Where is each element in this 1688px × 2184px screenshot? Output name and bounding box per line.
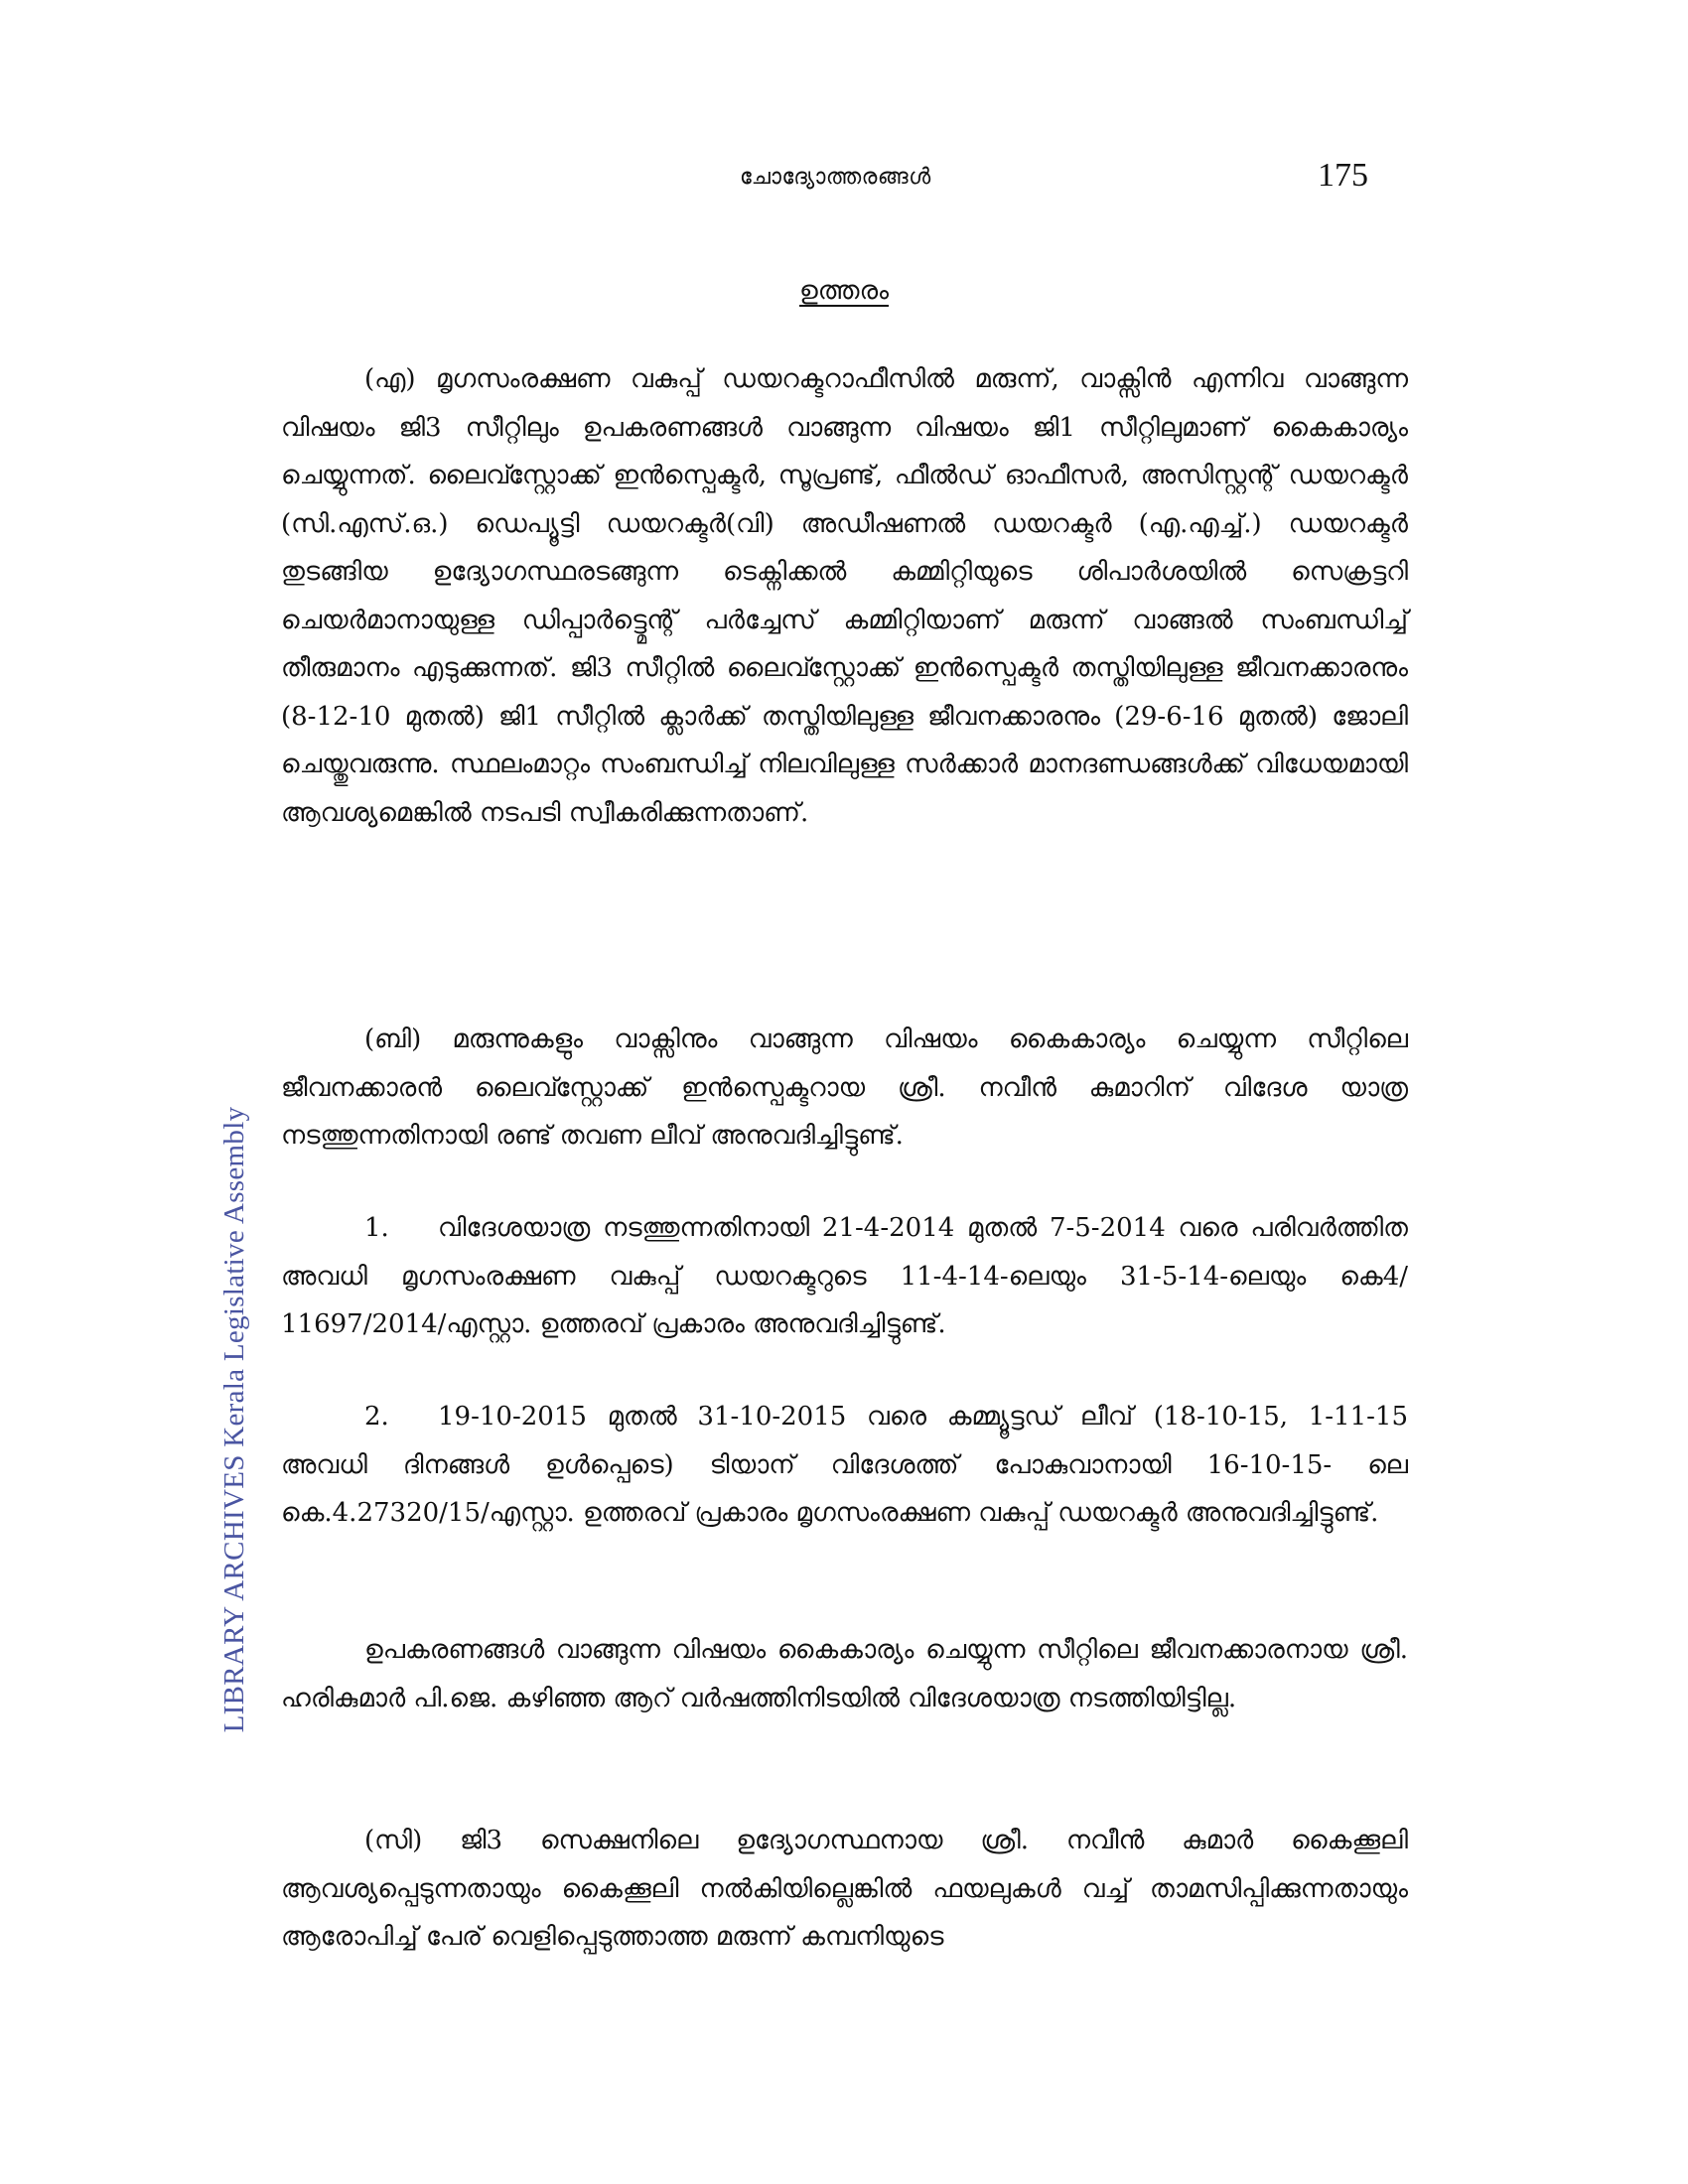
watermark-text: LIBRARY ARCHIVES Kerala Legislative Assembly [218,1106,250,1733]
page-number: 175 [1318,157,1368,194]
paragraph-b-text: (ബി) മരുന്നുകളും വാക്സിനും വാങ്ങുന്ന വിഷയം കൈകാര്യം ചെയ്യുന്ന സീറ്റിലെ ജീവനക്കാരൻ ലൈവ്സ്റ്റോക്ക് ഇൻസ്പെക്ടറായ ശ്രീ. നവീൻ കുമാറിന് വിദേശ യാത്ര നടത്തുന്നതിനായി രണ്ട് തവണ ലീവ് അനുവദിച്ചിട്ടുണ്ട്. [281,1024,1408,1151]
running-title: ചോദ്യോത്തരങ്ങൾ [740,165,931,190]
list-item-text: വിദേശയാത്ര നടത്തുന്നതിനായി 21-4-2014 മുതൽ 7-5-2014 വരെ പരിവർത്തിത അവധി മൃഗസംരക്ഷണ വകുപ്പ് ഡയറക്ടറുടെ 11-4-14-ലെയും 31-5-14-ലെയും കെ4/ 11697/2014/എസ്റ്റാ. ഉത്തരവ് പ്രകാരം അനുവദിച്ചിട്ടുണ്ട്. [281,1213,1408,1339]
paragraph-d-text: (സി) ജി3 സെക്ഷനിലെ ഉദ്യോഗസ്ഥനായ ശ്രീ. നവീൻ കുമാർ കൈക്കൂലി ആവശ്യപ്പെടുന്നതായും കൈക്കൂലി നൽകിയില്ലെങ്കിൽ ഫയലുകൾ വച്ച് താമസിപ്പിക്കുന്നതായും ആരോപിച്ച് പേര് വെളിപ്പെടുത്താത്ത മരുന്ന് കമ്പനിയുടെ [281,1826,1408,1952]
paragraph-a-text: (എ) മൃഗസംരക്ഷണ വകുപ്പ് ഡയറക്ടറാഫീസിൽ മരുന്ന്, വാക്സിൻ എന്നിവ വാങ്ങുന്ന വിഷയം ജി3 സീറ്റിലും ഉപകരണങ്ങൾ വാങ്ങുന്ന വിഷയം ജി1 സീറ്റിലുമാണ് കൈകാര്യം ചെയ്യുന്നത്. ലൈവ്സ്റ്റോക്ക് ഇൻസ്പെക്ടർ, സൂപ്രണ്ട്, ഫീൽഡ് ഓഫീസർ, അസിസ്റ്റന്റ് ഡയറക്ടർ (സി.എസ്.ഒ.) ഡെപ്യൂട്ടി ഡയറക്ടർ(വി) അഡീഷണൽ ഡയറക്ടർ (എ.എച്ച്.) ഡയറക്ടർ തുടങ്ങിയ ഉദ്യോഗസ്ഥരടങ്ങുന്ന ടെക്നിക്കൽ കമ്മിറ്റിയുടെ ശിപാർശയിൽ സെക്രട്ടറി ചെയർമാനായുള്ള ഡിപ്പാർട്ട്മെന്റ് പർച്ചേസ് കമ്മിറ്റിയാണ് മരുന്ന് വാങ്ങൽ സംബന്ധിച്ച് തീരുമാനം എടുക്കുന്നത്. ജി3 സീറ്റിൽ ലൈവ്സ്റ്റോക്ക് ഇൻസ്പെക്ടർ തസ്തിയിലുള്ള ജീവനക്കാരനും (8-12-10 മുതൽ) ജി1 സീറ്റിൽ ക്ലാർക്ക് തസ്തിയിലുള്ള ജീവനക്കാരനും (29-6-16 മുതൽ) ജോലി ചെയ്തുവരുന്നു. സ്ഥലംമാറ്റം സംബന്ധിച്ച് നിലവിലുള്ള സർക്കാർ മാനദണ്ഡങ്ങൾക്ക് വിധേയമായി ആവശ്യമെങ്കിൽ നടപടി സ്വീകരിക്കുന്നതാണ്. [281,364,1408,828]
answer-paragraph-c [281,1626,1408,1722]
list-item [281,1393,1408,1538]
answer-paragraph-d [281,1817,1408,1962]
section-title: ഉത്തരം [799,276,889,306]
list-item-number: 2. [364,1402,389,1432]
answer-paragraph-b [281,1016,1408,1160]
answer-paragraph-a [281,355,1408,837]
paragraph-c-text: ഉപകരണങ്ങൾ വാങ്ങുന്ന വിഷയം കൈകാര്യം ചെയ്യുന്ന സീറ്റിലെ ജീവനക്കാരനായ ശ്രീ. ഹരികുമാർ പി.ജെ. കഴിഞ്ഞ ആറ് വർഷത്തിനിടയിൽ വിദേശയാത്ര നടത്തിയിട്ടില്ല. [281,1635,1408,1713]
list-item-number: 1. [364,1213,389,1243]
list-item [281,1204,1408,1349]
list-item-text: 19-10-2015 മുതൽ 31-10-2015 വരെ കമ്മ്യൂട്ടഡ് ലീവ് (18-10-15, 1-11-15 അവധി ദിനങ്ങൾ ഉൾപ്പെടെ) ടിയാന് വിദേശത്ത് പോകുവാനായി 16-10-15- ലെ കെ.4.27320/15/എസ്റ്റാ. ഉത്തരവ് പ്രകാരം മൃഗസംരക്ഷണ വകുപ്പ് ഡയറക്ടർ അനുവദിച്ചിട്ടുണ്ട്. [281,1402,1408,1528]
